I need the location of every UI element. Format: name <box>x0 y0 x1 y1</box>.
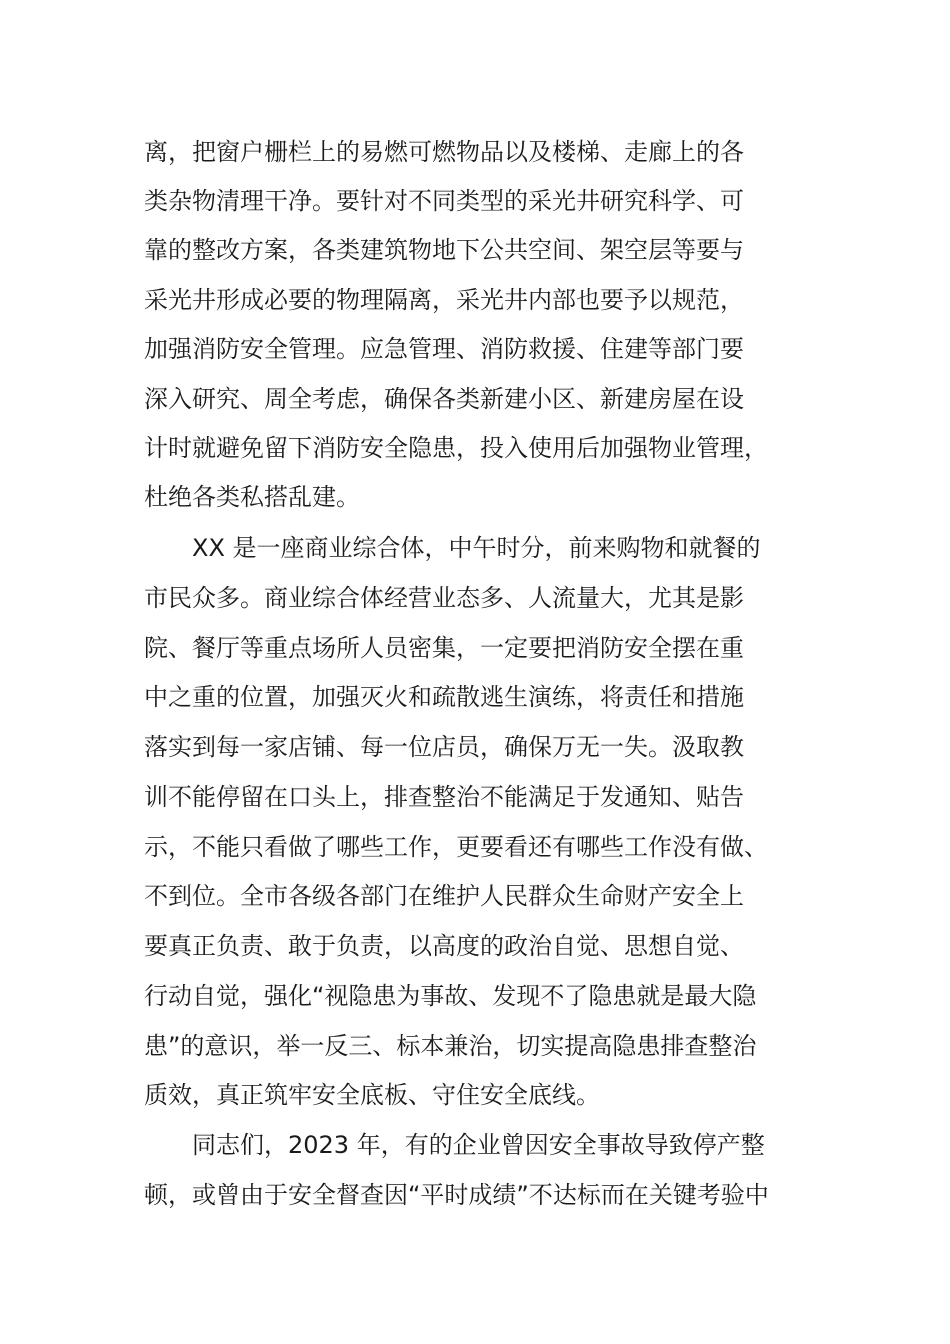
text-line: 深入研究、周全考虑，确保各类新建小区、新建房屋在设 <box>144 385 744 413</box>
text-line: 加强消防安全管理。应急管理、消防救援、住建等部门要 <box>144 335 744 363</box>
text-line: 市民众多。商业综合体经营业态多、人流量大，尤其是影 <box>144 584 744 612</box>
text-line: 患”的意识，举一反三、标本兼治，切实提高隐患排查整治 <box>144 1032 757 1060</box>
text-line: 靠的整改方案，各类建筑物地下公共空间、架空层等要与 <box>144 236 744 264</box>
paragraph-start-line: 同志们，2023 年，有的企业曾因安全事故导致停产整 <box>192 1131 765 1159</box>
text-line: 杜绝各类私搭乱建。 <box>144 483 360 511</box>
text-line: 中之重的位置，加强灭火和疏散逃生演练，将责任和措施 <box>144 683 744 711</box>
text-line: 计时就避免留下消防安全隐患，投入使用后加强物业管理， <box>144 434 768 462</box>
text-line: 不到位。全市各级各部门在维护人民群众生命财产安全上 <box>144 882 744 910</box>
text-line: 示，不能只看做了哪些工作，更要看还有哪些工作没有做、 <box>144 833 768 861</box>
text-line: 要真正负责、敢于负责，以高度的政治自觉、思想自觉、 <box>144 932 744 960</box>
text-line: 顿，或曾由于安全督查因“平时成绩”不达标而在关键考验中 <box>144 1181 769 1209</box>
text-line: 类杂物清理干净。要针对不同类型的采光井研究科学、可 <box>144 187 744 215</box>
text-line: 院、餐厅等重点场所人员密集，一定要把消防安全摆在重 <box>144 634 744 662</box>
text-line: 行动自觉，强化“视隐患为事故、发现不了隐患就是最大隐 <box>144 982 757 1010</box>
text-line: 离，把窗户栅栏上的易燃可燃物品以及楼梯、走廊上的各 <box>144 138 744 166</box>
text-line: 采光井形成必要的物理隔离，采光井内部也要予以规范， <box>144 286 744 314</box>
paragraph-start-line: XX 是一座商业综合体，中午时分，前来购物和就餐的 <box>192 534 761 562</box>
text-line: 质效，真正筑牢安全底板、守住安全底线。 <box>144 1081 600 1109</box>
text-line: 训不能停留在口头上，排查整治不能满足于发通知、贴告 <box>144 783 744 811</box>
text-line: 落实到每一家店铺、每一位店员，确保万无一失。汲取教 <box>144 733 744 761</box>
